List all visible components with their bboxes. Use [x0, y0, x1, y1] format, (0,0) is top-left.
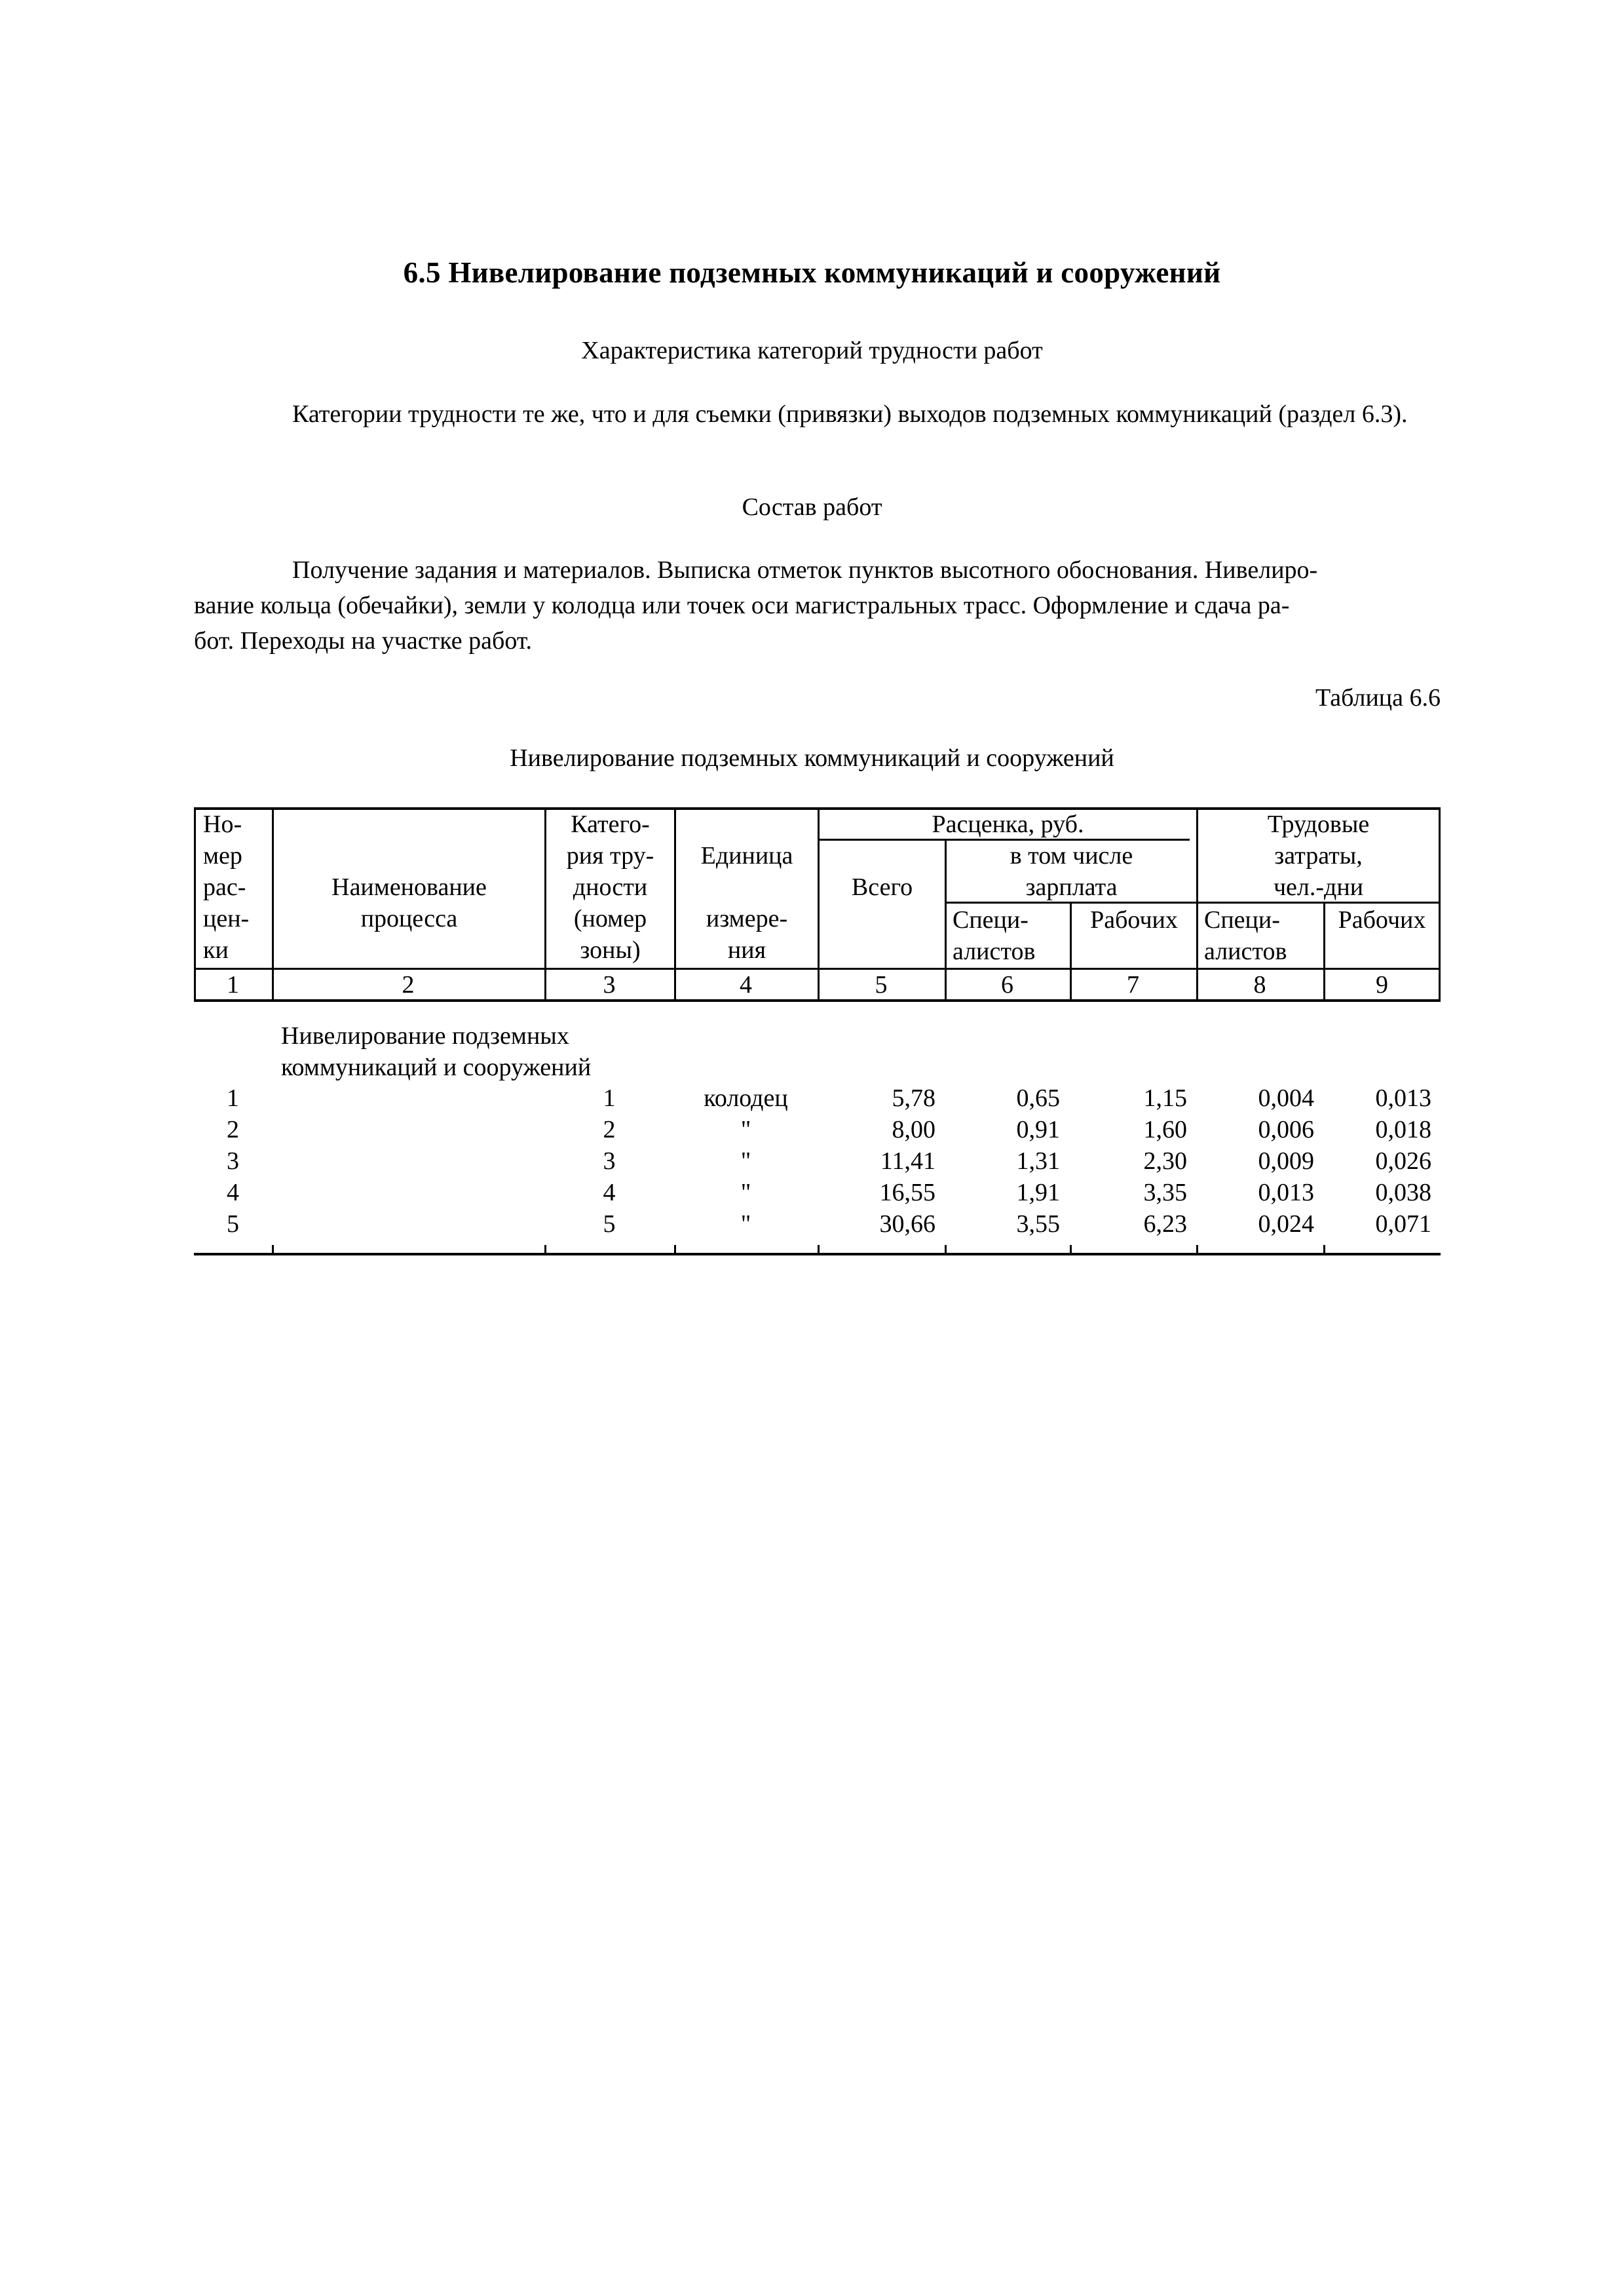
header-col8: Специ- алистов — [1204, 906, 1287, 965]
row-unit: " — [740, 1116, 751, 1143]
section-title: 6.5 Нивелирование подземных коммуникаций и сооружений — [403, 256, 1221, 289]
header-col4-top: Единица — [700, 842, 793, 870]
row-specialists-labor: 0,004 — [1258, 1084, 1314, 1112]
column-number: 3 — [603, 971, 616, 999]
row-workers-labor: 0,026 — [1375, 1147, 1431, 1175]
header-col3: Катего- рия тру- дности (номер зоны) — [566, 811, 654, 964]
rates-table — [194, 807, 1441, 1255]
work-line: Получение задания и материалов. Выписка отметок пунктов высотного обоснования. Нивелиро- — [292, 556, 1318, 584]
row-category: 4 — [603, 1179, 616, 1206]
group-title: Нивелирование подземных коммуникаций и сооружений — [281, 1022, 592, 1081]
table-tick — [1070, 1245, 1072, 1254]
row-specialists-salary: 1,31 — [1016, 1147, 1060, 1175]
row-unit: " — [740, 1179, 751, 1206]
row-workers-salary: 1,60 — [1143, 1116, 1187, 1143]
header-col9: Рабочих — [1338, 906, 1426, 934]
table-tick — [945, 1245, 947, 1254]
table-tick — [674, 1245, 676, 1254]
row-specialists-salary: 0,65 — [1016, 1084, 1060, 1112]
row-workers-salary: 1,15 — [1143, 1084, 1187, 1112]
table-tick — [818, 1245, 820, 1254]
work-line: вание кольца (обечайки), земли у колодца или точек оси магистральных трасс. Оформление и сдача ра- — [194, 592, 1290, 619]
table-tick — [272, 1245, 274, 1254]
row-workers-salary: 3,35 — [1143, 1179, 1187, 1206]
column-number: 4 — [740, 971, 752, 999]
row-specialists-labor: 0,006 — [1258, 1116, 1314, 1143]
row-workers-salary: 2,30 — [1143, 1147, 1187, 1175]
row-unit: " — [740, 1147, 751, 1175]
header-col6: Специ- алистов — [953, 906, 1036, 965]
row-category: 1 — [603, 1084, 616, 1112]
row-workers-labor: 0,071 — [1375, 1210, 1431, 1238]
row-unit: колодец — [704, 1084, 788, 1112]
header-col1: Но- мер рас- цен- ки — [203, 811, 250, 964]
row-category: 5 — [603, 1210, 616, 1238]
row-total: 5,78 — [892, 1084, 935, 1112]
row-number: 3 — [227, 1147, 239, 1175]
column-number: 8 — [1253, 971, 1266, 999]
row-category: 3 — [603, 1147, 616, 1175]
header-col4-bottom: измере- ния — [706, 905, 788, 964]
row-number: 5 — [227, 1210, 239, 1238]
header-labor-group: Трудовые затраты, чел.-дни — [1267, 811, 1370, 901]
table-tick — [544, 1245, 546, 1254]
row-number: 2 — [227, 1116, 239, 1143]
header-col5: Всего — [851, 873, 913, 901]
characteristics-paragraph — [194, 396, 1441, 432]
row-specialists-labor: 0,009 — [1258, 1147, 1314, 1175]
column-number: 9 — [1376, 971, 1388, 999]
row-workers-labor: 0,038 — [1375, 1179, 1431, 1206]
column-number: 1 — [227, 971, 239, 999]
row-workers-salary: 6,23 — [1143, 1210, 1187, 1238]
column-number: 2 — [402, 971, 415, 999]
header-salary-group: в том числе зарплата — [1010, 842, 1133, 901]
work-title: Состав работ — [742, 493, 882, 521]
header-col7: Рабочих — [1090, 906, 1178, 934]
row-specialists-labor: 0,013 — [1258, 1179, 1314, 1206]
row-workers-labor: 0,013 — [1375, 1084, 1431, 1112]
row-unit: " — [740, 1210, 751, 1238]
row-specialists-salary: 0,91 — [1016, 1116, 1060, 1143]
work-line: бот. Переходы на участке работ. — [194, 627, 533, 655]
row-total: 16,55 — [879, 1179, 935, 1206]
row-number: 1 — [227, 1084, 239, 1112]
table-label: Таблица 6.6 — [1315, 684, 1441, 712]
row-number: 4 — [227, 1179, 239, 1206]
characteristics-text: Категории трудности те же, что и для съемки (привязки) выходов подземных коммуникаций (раздел 6.3). — [292, 400, 1408, 428]
column-number: 7 — [1127, 971, 1139, 999]
table-tick — [1323, 1245, 1325, 1254]
row-category: 2 — [603, 1116, 616, 1143]
column-number: 5 — [875, 971, 888, 999]
row-workers-labor: 0,018 — [1375, 1116, 1431, 1143]
header-price-group: Расценка, руб. — [932, 811, 1084, 838]
characteristics-title: Характеристика категорий трудности работ — [581, 337, 1043, 364]
row-specialists-labor: 0,024 — [1258, 1210, 1314, 1238]
row-total: 30,66 — [879, 1210, 935, 1238]
row-total: 11,41 — [880, 1147, 935, 1175]
column-number: 6 — [1001, 971, 1013, 999]
table-tick — [1196, 1245, 1198, 1254]
row-specialists-salary: 1,91 — [1016, 1179, 1060, 1206]
row-total: 8,00 — [892, 1116, 935, 1143]
header-col2: Наименование процесса — [331, 873, 487, 932]
work-paragraph — [194, 552, 1441, 659]
row-specialists-salary: 3,55 — [1016, 1210, 1060, 1238]
table-caption: Нивелирование подземных коммуникаций и сооружений — [510, 744, 1114, 772]
